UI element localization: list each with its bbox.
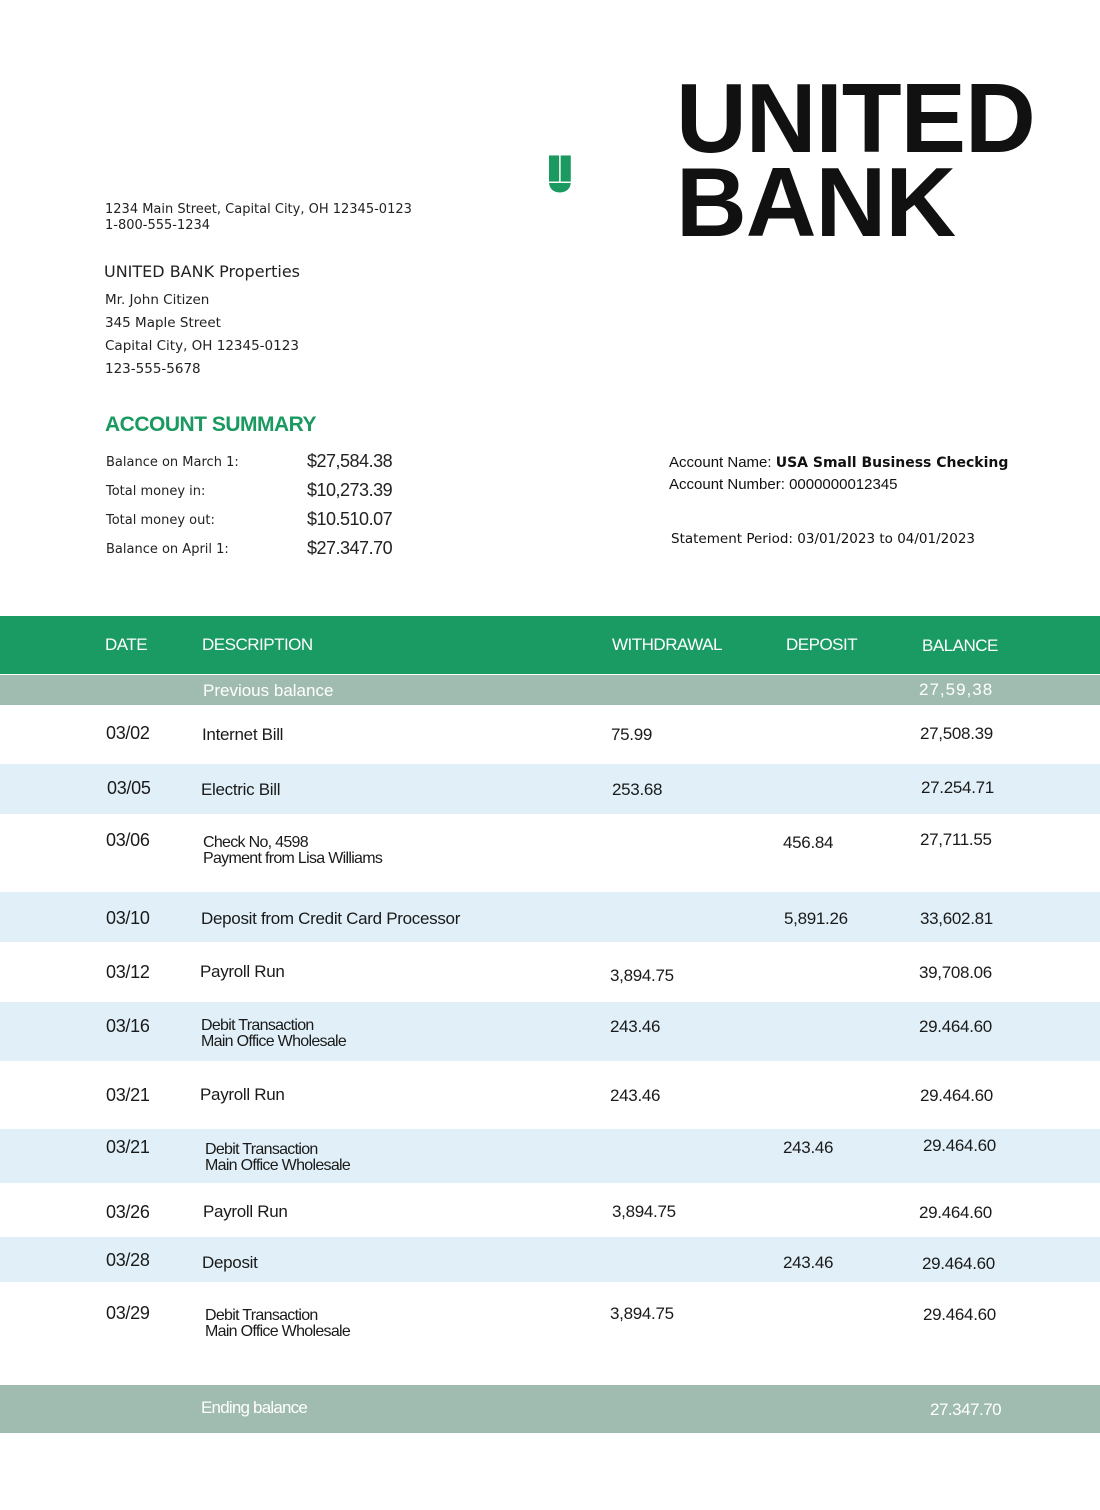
transactions-table-header — [0, 616, 1100, 674]
row-description — [205, 1142, 350, 1174]
statement-period: Statement Period: 03/01/2023 to 04/01/2023 — [671, 531, 976, 547]
row-description — [205, 1308, 350, 1340]
header-date: DATE — [105, 635, 148, 654]
header-balance: BALANCE — [922, 636, 998, 655]
row-description: Deposit — [202, 1253, 258, 1272]
row-deposit: 456.84 — [783, 833, 834, 852]
header-withdrawal: WITHDRAWAL — [612, 635, 722, 654]
logo-line-bank: BANK — [676, 147, 956, 257]
row-balance: 29.464.60 — [920, 1086, 993, 1105]
row-description — [203, 835, 382, 867]
summary-value: $27,584.38 — [307, 451, 393, 471]
transaction-row — [0, 1061, 1100, 1129]
row-description: Internet Bill — [202, 725, 284, 744]
summary-row-money-out — [106, 508, 406, 537]
summary-row-money-in — [106, 479, 406, 508]
summary-value: $27.347.70 — [307, 538, 393, 558]
summary-label: Balance on April 1: — [106, 542, 229, 557]
row-deposit: 243.46 — [783, 1253, 834, 1272]
bank-logo-wordmark — [676, 63, 1035, 257]
row-description-line2: Main Office Wholesale — [205, 1323, 351, 1340]
row-balance: 27.254.71 — [921, 778, 994, 797]
account-name-label: Account Name: — [669, 454, 776, 471]
transaction-row — [0, 1002, 1100, 1061]
recipient-phone: 123-555-5678 — [105, 361, 201, 377]
row-balance: 27,711.55 — [920, 830, 992, 849]
row-date: 03/28 — [106, 1250, 150, 1270]
bank-address: 1234 Main Street, Capital City, OH 12345-0123 — [105, 202, 412, 217]
row-balance: 29.464.60 — [922, 1254, 995, 1273]
row-date: 03/12 — [106, 962, 150, 982]
recipient-city: Capital City, OH 12345-0123 — [105, 338, 299, 354]
row-withdrawal: 75.99 — [611, 725, 653, 744]
row-description: Electric Bill — [201, 780, 281, 799]
recipient-address-block — [105, 289, 299, 381]
row-date: 03/26 — [106, 1202, 150, 1222]
transaction-row — [0, 1237, 1100, 1282]
header-deposit: DEPOSIT — [786, 635, 858, 654]
row-balance: 29.464.60 — [923, 1136, 996, 1155]
row-withdrawal: 253.68 — [612, 780, 663, 799]
previous-balance-row — [0, 675, 1100, 705]
transaction-row — [0, 1183, 1100, 1237]
row-date: 03/29 — [106, 1303, 150, 1323]
logo-line-united: UNITED — [676, 63, 1035, 173]
row-balance: 33,602.81 — [920, 909, 993, 928]
summary-label: Total money out: — [106, 513, 215, 528]
summary-value: $10,273.39 — [307, 480, 393, 500]
row-withdrawal: 3,894.75 — [610, 1304, 674, 1323]
row-description: Deposit from Credit Card Processor — [201, 909, 461, 928]
row-balance: 29.464.60 — [923, 1305, 996, 1324]
account-info — [669, 452, 1008, 495]
transaction-row — [0, 942, 1100, 1002]
row-date: 03/16 — [106, 1016, 150, 1036]
row-deposit: 5,891.26 — [784, 909, 848, 928]
row-date: 03/05 — [107, 778, 151, 798]
ending-balance-value: 27.347.70 — [930, 1400, 1002, 1419]
ending-balance-label: Ending balance — [201, 1398, 308, 1417]
row-date: 03/06 — [106, 830, 150, 850]
row-description: Payroll Run — [200, 962, 285, 981]
row-description: Payroll Run — [200, 1085, 285, 1104]
row-balance: 27,508.39 — [920, 724, 993, 743]
row-description-line1: Debit Transaction — [205, 1307, 318, 1324]
row-withdrawal: 3,894.75 — [610, 966, 674, 985]
row-balance: 39,708.06 — [919, 963, 992, 982]
row-withdrawal: 243.46 — [610, 1086, 661, 1105]
summary-value: $10.510.07 — [307, 509, 393, 529]
account-number-label: Account Number: — [669, 476, 790, 493]
transaction-row — [0, 764, 1100, 814]
transaction-row — [0, 814, 1100, 892]
header-description: DESCRIPTION — [202, 635, 313, 654]
row-description-line2: Payment from Lisa Williams — [203, 850, 383, 867]
bank-phone: 1-800-555-1234 — [105, 218, 211, 233]
previous-balance-value: 27,59,38 — [919, 680, 994, 699]
bank-address-block — [105, 202, 412, 234]
account-name-value: USA Small Business Checking — [775, 455, 1009, 471]
ending-balance-row — [0, 1385, 1100, 1433]
row-description-line2: Main Office Wholesale — [201, 1033, 347, 1050]
recipient-street: 345 Maple Street — [105, 315, 221, 331]
recipient-organization: UNITED BANK Properties — [104, 262, 301, 281]
row-balance: 29.464.60 — [919, 1203, 992, 1222]
row-balance: 29.464.60 — [919, 1017, 992, 1036]
summary-label: Balance on March 1: — [106, 455, 239, 470]
row-date: 03/02 — [106, 723, 150, 743]
row-description-line1: Debit Transaction — [201, 1017, 314, 1034]
account-name-line — [669, 452, 1008, 474]
row-description — [201, 1018, 346, 1050]
transaction-row — [0, 705, 1100, 764]
row-date: 03/21 — [106, 1137, 150, 1157]
row-description: Payroll Run — [203, 1202, 288, 1221]
row-description-line1: Debit Transaction — [205, 1141, 318, 1158]
account-summary-title: ACCOUNT SUMMARY — [105, 413, 317, 436]
bank-logo-emblem — [549, 86, 659, 262]
summary-row-balance-start — [106, 450, 406, 479]
row-deposit: 243.46 — [783, 1138, 834, 1157]
previous-balance-label: Previous balance — [203, 681, 334, 700]
row-date: 03/21 — [106, 1085, 150, 1105]
row-date: 03/10 — [106, 908, 150, 928]
account-number-line — [669, 474, 1008, 495]
summary-row-balance-end — [106, 537, 406, 566]
row-withdrawal: 3,894.75 — [612, 1202, 676, 1221]
row-description-line1: Check No, 4598 — [203, 834, 308, 851]
transaction-row — [0, 1282, 1100, 1385]
row-withdrawal: 243.46 — [610, 1017, 661, 1036]
transaction-row — [0, 892, 1100, 942]
recipient-name: Mr. John Citizen — [105, 292, 210, 308]
summary-label: Total money in: — [106, 484, 206, 499]
account-summary-list — [106, 450, 406, 566]
account-number-value: 0000000012345 — [789, 476, 898, 493]
transaction-row — [0, 1129, 1100, 1183]
row-description-line2: Main Office Wholesale — [205, 1157, 351, 1174]
